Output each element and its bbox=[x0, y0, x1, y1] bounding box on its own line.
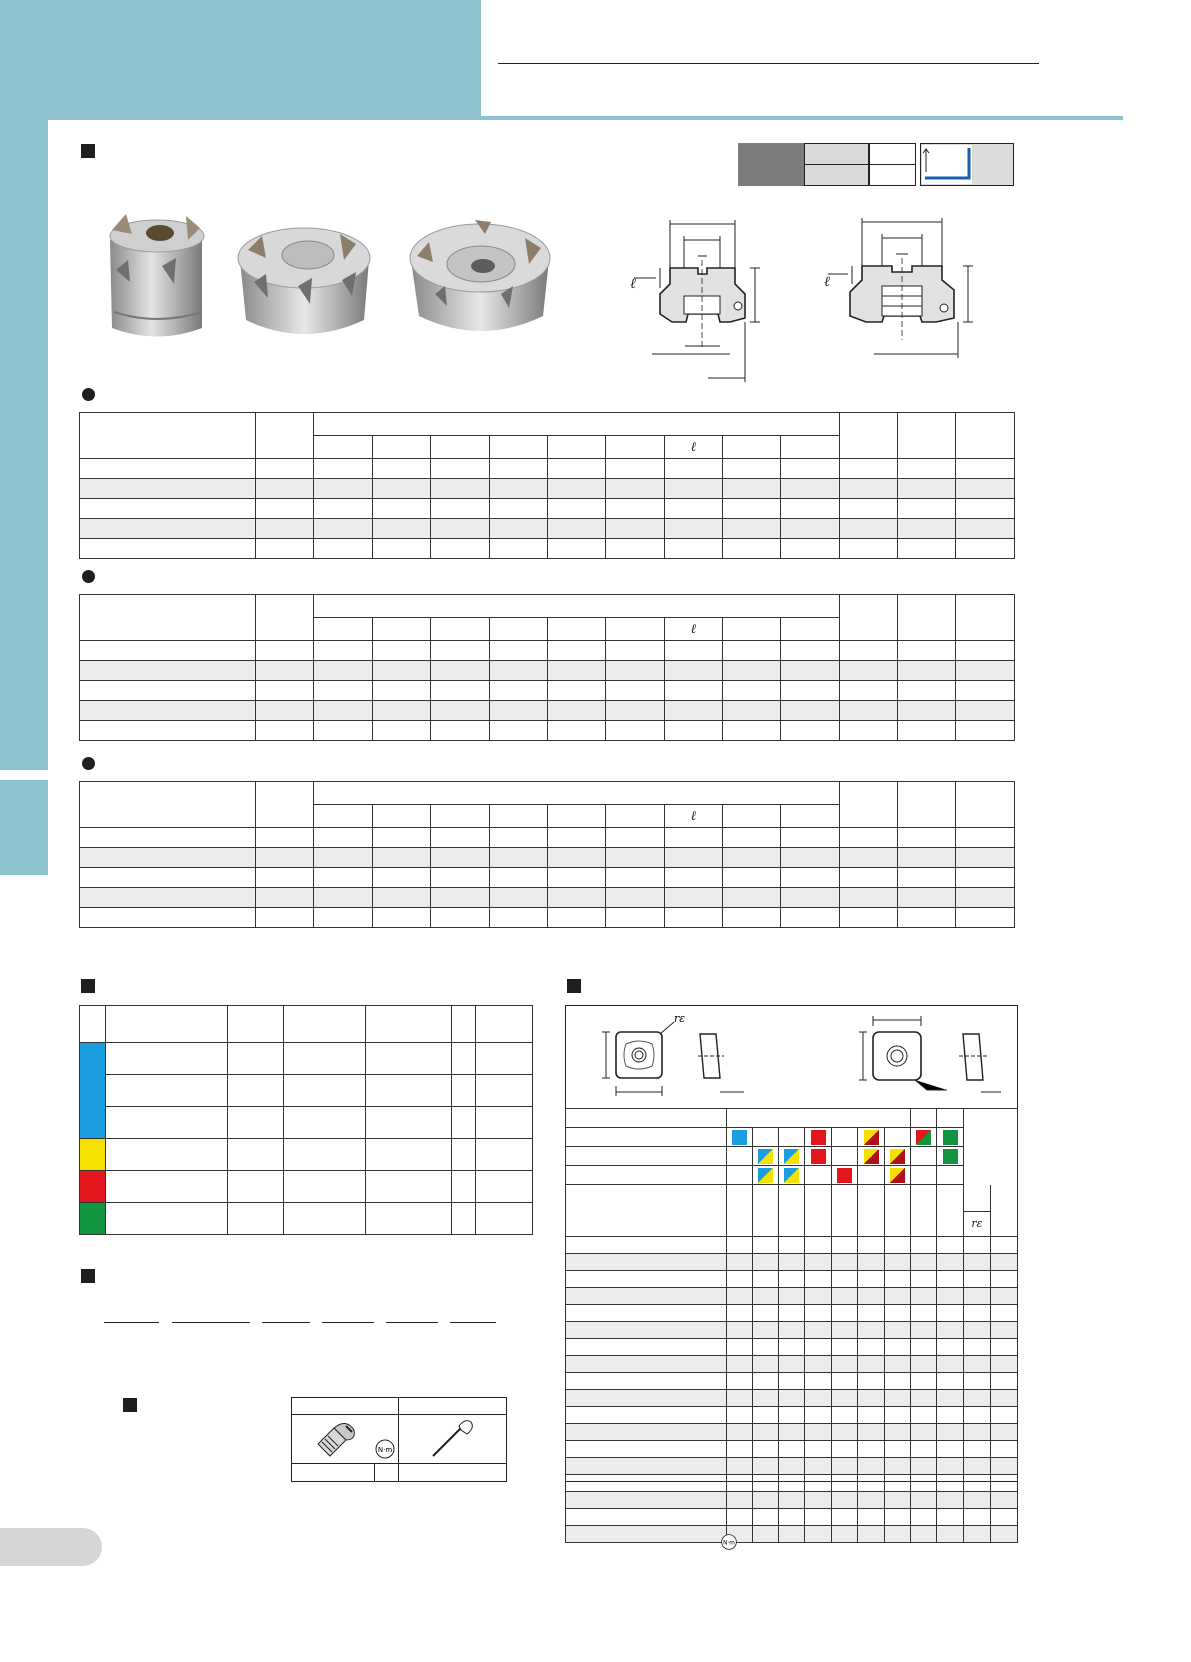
table-row bbox=[80, 1203, 533, 1235]
insert-row bbox=[566, 1237, 1018, 1254]
table-row bbox=[80, 681, 1015, 701]
section-marker bbox=[123, 1398, 137, 1412]
insert-row bbox=[566, 1305, 1018, 1322]
header-title bbox=[500, 30, 1040, 60]
designation-line-6 bbox=[450, 1322, 496, 1323]
insert-row bbox=[566, 1509, 1018, 1526]
table-row bbox=[80, 868, 1015, 888]
torque-icon bbox=[374, 1438, 396, 1460]
cutter-table-2 bbox=[79, 594, 1015, 741]
spare-parts-box bbox=[291, 1397, 507, 1482]
torque-icon-label: N·m bbox=[377, 1446, 393, 1454]
insert-grade-table bbox=[565, 1108, 1018, 1543]
grade-chip bbox=[811, 1149, 826, 1164]
header-subtitle bbox=[500, 72, 1040, 102]
header-cell bbox=[898, 413, 956, 459]
dimension-drawing-left bbox=[620, 210, 770, 385]
grade-chip bbox=[943, 1149, 958, 1164]
designation-line-3 bbox=[262, 1322, 310, 1323]
header-cell bbox=[839, 595, 897, 641]
header-cell bbox=[80, 413, 256, 459]
grade-row bbox=[566, 1147, 1018, 1166]
table-row bbox=[80, 721, 1015, 741]
insert-row bbox=[566, 1356, 1018, 1373]
cutter-table-1 bbox=[79, 412, 1015, 559]
table-row bbox=[80, 828, 1015, 848]
table-row bbox=[80, 1075, 533, 1107]
header-cell bbox=[314, 595, 839, 618]
section-marker bbox=[81, 1269, 95, 1283]
section-marker bbox=[567, 979, 581, 993]
cutter-table-3 bbox=[79, 781, 1015, 928]
spec-legend-grid bbox=[804, 143, 916, 186]
grade-chip bbox=[732, 1130, 747, 1145]
insert-row bbox=[566, 1475, 1018, 1492]
product-photo-medium bbox=[232, 200, 377, 345]
shoulder-angle-icon bbox=[921, 144, 1013, 185]
grade-chip bbox=[811, 1130, 826, 1145]
insert-drawing-left bbox=[598, 1012, 748, 1098]
ell-header: ℓ bbox=[664, 436, 722, 459]
table-row bbox=[80, 848, 1015, 868]
header-cell bbox=[256, 595, 314, 641]
clamp-screw-icon bbox=[312, 1420, 362, 1458]
grade-row bbox=[566, 1166, 1018, 1185]
table-row bbox=[80, 519, 1015, 539]
grade-row bbox=[566, 1128, 1018, 1147]
table-row bbox=[80, 1043, 533, 1075]
table-row bbox=[80, 479, 1015, 499]
grade-chip bbox=[784, 1168, 799, 1183]
ell-header: ℓ bbox=[664, 618, 722, 641]
spec-legend-shoulder-box bbox=[920, 143, 1014, 186]
table-row bbox=[80, 661, 1015, 681]
header-rule bbox=[498, 63, 1039, 64]
material-bar-red bbox=[80, 1171, 106, 1203]
header-cell bbox=[898, 782, 956, 828]
wrench-icon bbox=[427, 1418, 477, 1460]
header-band bbox=[0, 0, 481, 120]
product-photo-large bbox=[405, 200, 555, 345]
product-photo-small bbox=[102, 200, 212, 345]
torque-icon-label: N·m bbox=[723, 1540, 735, 1547]
corner-radius-label: rε bbox=[674, 1012, 686, 1025]
cutting-conditions-table bbox=[79, 1005, 533, 1235]
grade-chip bbox=[864, 1130, 879, 1145]
header-cell bbox=[314, 413, 839, 436]
header-cell bbox=[256, 413, 314, 459]
insert-drawing-right bbox=[855, 1012, 1005, 1098]
series-bullet bbox=[82, 757, 95, 770]
ell-label: ℓ bbox=[824, 274, 830, 290]
table-row bbox=[80, 1107, 533, 1139]
table-row bbox=[80, 459, 1015, 479]
table-row bbox=[80, 888, 1015, 908]
grade-chip bbox=[758, 1168, 773, 1183]
grade-chip bbox=[837, 1168, 852, 1183]
series-bullet bbox=[82, 388, 95, 401]
table-row bbox=[80, 1171, 533, 1203]
grade-chip bbox=[943, 1130, 958, 1145]
header-cell bbox=[256, 782, 314, 828]
corner-radius-header: rε bbox=[964, 1211, 990, 1236]
series-bullet bbox=[82, 570, 95, 583]
material-bar-yellow bbox=[80, 1139, 106, 1171]
table-row bbox=[80, 499, 1015, 519]
material-bar-blue bbox=[80, 1043, 106, 1075]
insert-row bbox=[566, 1271, 1018, 1288]
dimension-drawing-right bbox=[818, 210, 983, 360]
insert-row bbox=[566, 1407, 1018, 1424]
ell-label: ℓ bbox=[630, 276, 636, 292]
insert-row bbox=[566, 1526, 1018, 1543]
section-marker bbox=[81, 144, 95, 158]
table-row bbox=[80, 539, 1015, 559]
spec-legend bbox=[738, 143, 1014, 186]
insert-row bbox=[566, 1424, 1018, 1441]
table-row bbox=[80, 908, 1015, 928]
grade-chip bbox=[864, 1149, 879, 1164]
header-cell bbox=[80, 595, 256, 641]
grade-chip bbox=[890, 1168, 905, 1183]
grade-chip bbox=[758, 1149, 773, 1164]
grade-chip bbox=[890, 1149, 905, 1164]
header-cell bbox=[80, 782, 256, 828]
header-cell bbox=[839, 782, 897, 828]
header-cell bbox=[839, 413, 897, 459]
section-marker bbox=[81, 979, 95, 993]
insert-row bbox=[566, 1441, 1018, 1458]
insert-row bbox=[566, 1390, 1018, 1407]
table-row bbox=[80, 701, 1015, 721]
insert-row bbox=[566, 1288, 1018, 1305]
header-cell bbox=[314, 782, 839, 805]
header-cell bbox=[956, 413, 1015, 459]
insert-row bbox=[566, 1254, 1018, 1271]
insert-row bbox=[566, 1339, 1018, 1356]
header-cell bbox=[898, 595, 956, 641]
table-row bbox=[80, 641, 1015, 661]
grade-chip bbox=[784, 1149, 799, 1164]
designation-line-4 bbox=[322, 1322, 374, 1323]
material-bar-green bbox=[80, 1203, 106, 1235]
spec-legend-dark-cell bbox=[738, 143, 804, 186]
header-cell bbox=[956, 595, 1015, 641]
insert-row bbox=[566, 1458, 1018, 1475]
insert-row bbox=[566, 1322, 1018, 1339]
footer-torque-icon bbox=[720, 1533, 738, 1551]
table-row bbox=[80, 1139, 533, 1171]
side-tab-top bbox=[0, 120, 48, 770]
side-tab-bottom bbox=[0, 780, 48, 875]
header-band-right bbox=[481, 116, 1123, 120]
designation-line-2 bbox=[172, 1322, 250, 1323]
insert-row bbox=[566, 1373, 1018, 1390]
grade-chip bbox=[916, 1130, 931, 1145]
designation-line-1 bbox=[104, 1322, 159, 1323]
page-number-tab bbox=[0, 1528, 102, 1566]
insert-row bbox=[566, 1492, 1018, 1509]
designation-line-5 bbox=[386, 1322, 438, 1323]
ell-header: ℓ bbox=[664, 805, 722, 828]
header-cell bbox=[956, 782, 1015, 828]
